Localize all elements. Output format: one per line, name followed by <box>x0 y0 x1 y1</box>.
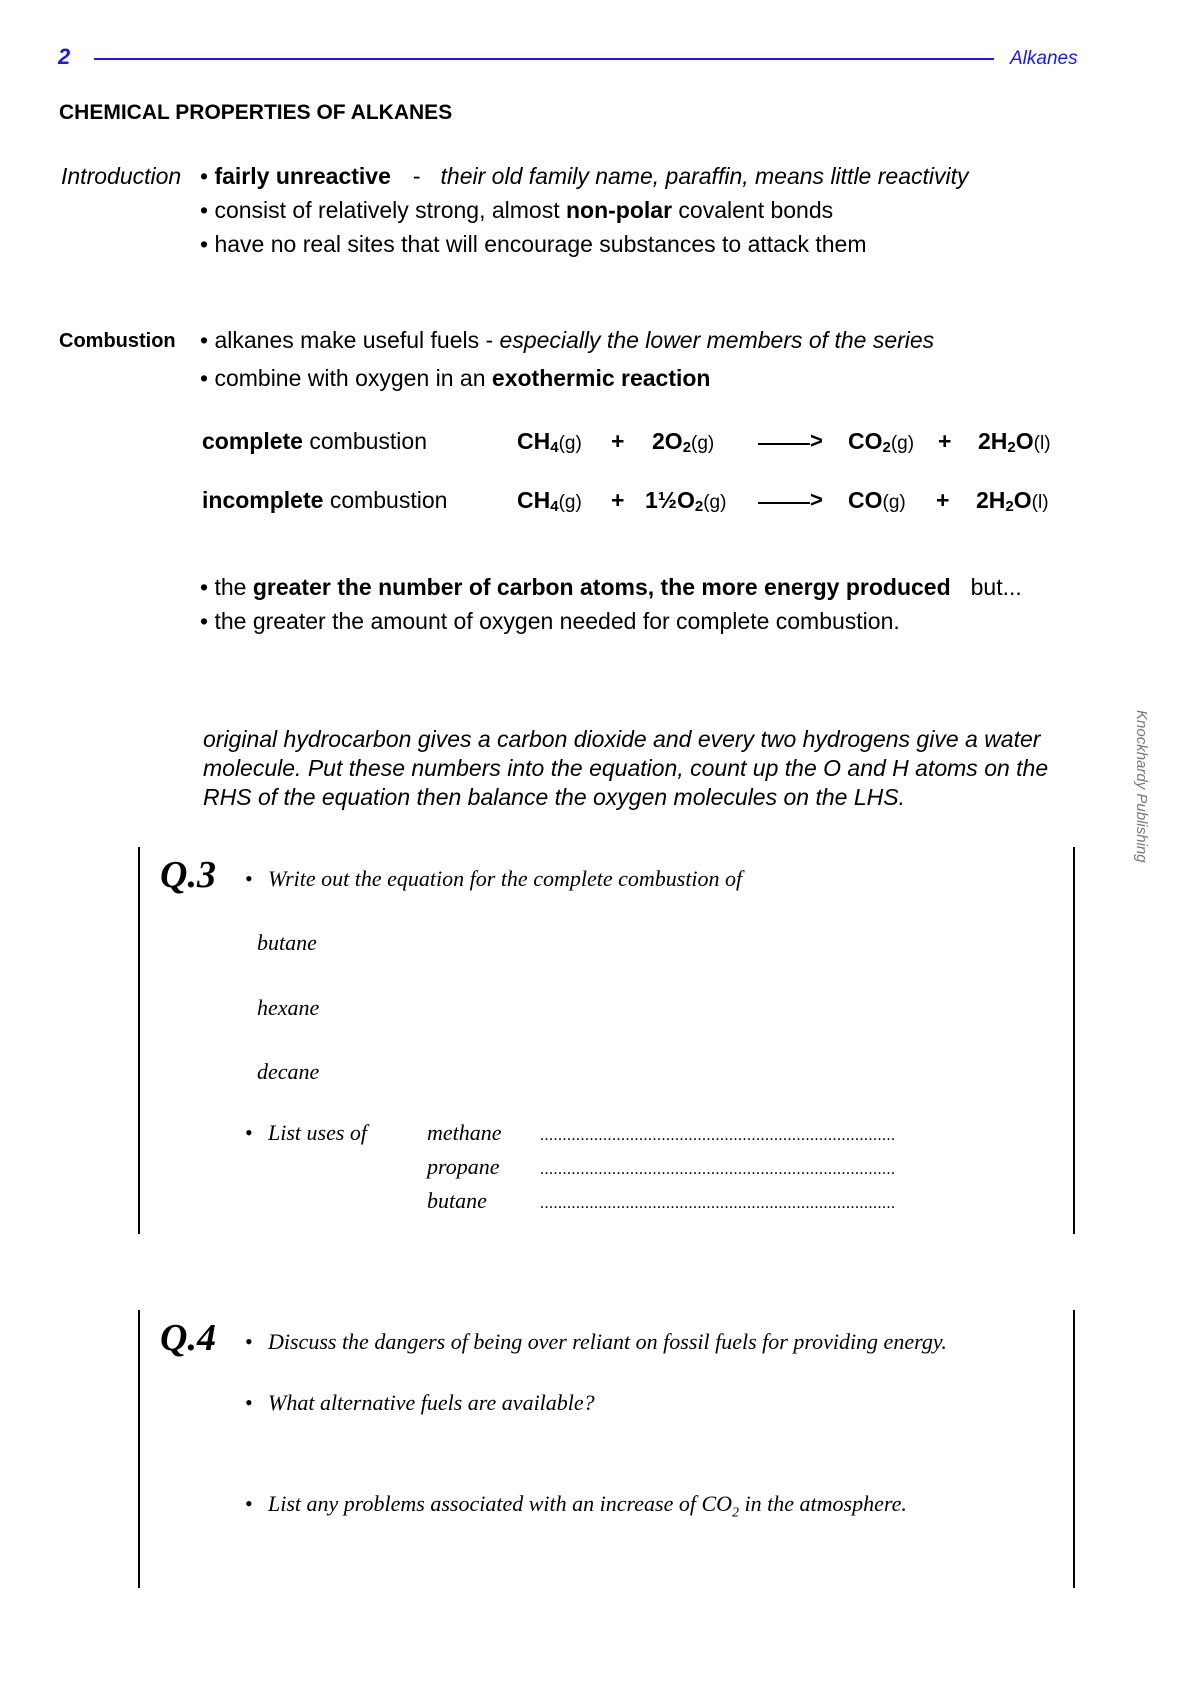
intro-bullet-2: • consist of relatively strong, almost non-polar covalent bonds <box>200 197 834 223</box>
combustion-bullet-2-bold: exothermic reaction <box>491 365 711 391</box>
q4-bullet-1: • <box>245 1329 253 1354</box>
complete-reactant-methane: $CH_4(g)$ <box>517 428 582 456</box>
complete-product-co2: $CO_2(g)$ <box>848 428 915 456</box>
combustion-bullet-3-pre: the <box>214 574 247 600</box>
incomplete-plus-2: + <box>936 487 950 513</box>
page-heading: CHEMICAL PROPERTIES OF ALKANES <box>59 101 453 124</box>
incomplete-reactant-methane: $CH_4(g)$ <box>517 487 582 515</box>
q3-use-butane: butane <box>427 1188 487 1213</box>
combustion-bullet-1-italic: especially the lower members of the series <box>499 327 935 353</box>
combustion-bullet-1-pre: alkanes make useful fuels - <box>214 327 494 353</box>
q4-number: Q.4 <box>160 1317 216 1359</box>
q3-use-propane: propane <box>427 1154 500 1179</box>
complete-plus-2: + <box>938 428 952 454</box>
q3-use-methane: methane <box>427 1120 502 1145</box>
combustion-bullet-3: • the greater the number of carbon atoms, the more energy produced but... <box>200 574 1022 600</box>
combustion-bullet-4: • the greater the amount of oxygen needed for complete combustion. <box>200 608 900 634</box>
q3-item-decane: decane <box>257 1059 320 1084</box>
q3-bullet-1: • <box>245 866 253 891</box>
q3-answer-line-methane[interactable]: ............................................................................... <box>540 1127 896 1144</box>
q3-number: Q.3 <box>160 854 216 896</box>
balancing-note: original hydrocarbon gives a carbon dioxide and every two hydrogens give a water molecule. Put these numbers into the equation, count up the O and H atoms on the RHS of the equation then balance the oxygen molecules on the LHS. <box>203 726 1049 810</box>
q3-answer-line-butane[interactable]: ............................................................................... <box>540 1195 896 1212</box>
combustion-bullet-1: • alkanes make useful fuels - especially the lower members of the series <box>200 327 935 353</box>
intro-bullet-2-pre: consist of relatively strong, almost <box>214 197 560 223</box>
intro-bullet-3-text: have no real sites that will encourage substances to attack them <box>214 231 867 257</box>
q3-uses-label: List uses of <box>268 1120 368 1145</box>
intro-bullet-1: • fairly unreactive - their old family name, paraffin, means little reactivity <box>200 163 969 189</box>
q3-prompt: Write out the equation for the complete combustion of <box>268 866 743 891</box>
q4-prompt-2: What alternative fuels are available? <box>268 1390 595 1415</box>
q3-item-hexane: hexane <box>257 995 320 1020</box>
complete-arrow: > <box>758 428 823 454</box>
q4-prompt-3: List any problems associated with an increase of $CO_2$ in the atmosphere. <box>268 1491 907 1521</box>
incomplete-product-co: CO(g) <box>848 487 906 513</box>
q3-item-butane: butane <box>257 930 317 955</box>
q3-bullet-2: • <box>245 1120 253 1145</box>
intro-bullet-1-dash: - <box>412 163 421 189</box>
combustion-bullet-3-bold: greater the number of carbon atoms, the more energy produced <box>252 574 951 600</box>
q4-left-border <box>138 1310 140 1588</box>
complete-product-water: $2H_2O(l)$ <box>978 428 1051 456</box>
q4-bullet-3: • <box>245 1491 253 1516</box>
incomplete-reactant-oxygen: $1\frac{1}{2}O_2(g)$ <box>645 487 727 515</box>
q4-bullet-2: • <box>245 1390 253 1415</box>
complete-combustion-label <box>202 428 427 455</box>
q3-answer-line-propane[interactable]: ............................................................................... <box>540 1161 896 1178</box>
side-credit: Knockhardy Publishing <box>1133 710 1150 863</box>
combustion-bullet-3-post: but... <box>970 574 1022 600</box>
complete-plus-1: + <box>611 428 625 454</box>
combustion-bullet-2-pre: combine with oxygen in an <box>214 365 486 391</box>
page-number: 2 <box>58 44 71 69</box>
complete-reactant-oxygen: $2O_2(g)$ <box>652 428 715 456</box>
intro-bullet-3: • have no real sites that will encourage substances to attack them <box>200 231 867 257</box>
incomplete-label-rest: combustion <box>329 487 448 513</box>
introduction-label: Introduction <box>61 163 182 189</box>
intro-bullet-1-italic: their old family name, paraffin, means little reactivity <box>440 163 969 189</box>
header-rule <box>94 58 994 60</box>
incomplete-product-water: $2H_2O(l)$ <box>976 487 1049 515</box>
incomplete-combustion-label <box>202 487 447 514</box>
combustion-bullet-4-text: the greater the amount of oxygen needed for complete combustion. <box>214 608 900 634</box>
header-topic: Alkanes <box>1010 48 1078 69</box>
q3-left-border <box>138 847 140 1234</box>
intro-bullet-1-bold: fairly unreactive <box>214 163 391 189</box>
intro-bullet-2-post: covalent bonds <box>678 197 834 223</box>
incomplete-arrow: > <box>758 487 823 513</box>
intro-bullet-2-bold: non-polar <box>565 197 673 223</box>
complete-label-rest: combustion <box>309 428 427 454</box>
complete-label-bold: complete <box>202 428 303 454</box>
combustion-label: Combustion <box>59 330 176 352</box>
q4-prompt-1: Discuss the dangers of being over reliant on fossil fuels for providing energy. <box>268 1329 947 1354</box>
combustion-bullet-2: • combine with oxygen in an exothermic reaction <box>200 365 711 391</box>
incomplete-label-bold: incomplete <box>202 487 324 513</box>
q4-right-border <box>1073 1310 1075 1588</box>
q3-right-border <box>1073 847 1075 1234</box>
incomplete-plus-1: + <box>611 487 625 513</box>
